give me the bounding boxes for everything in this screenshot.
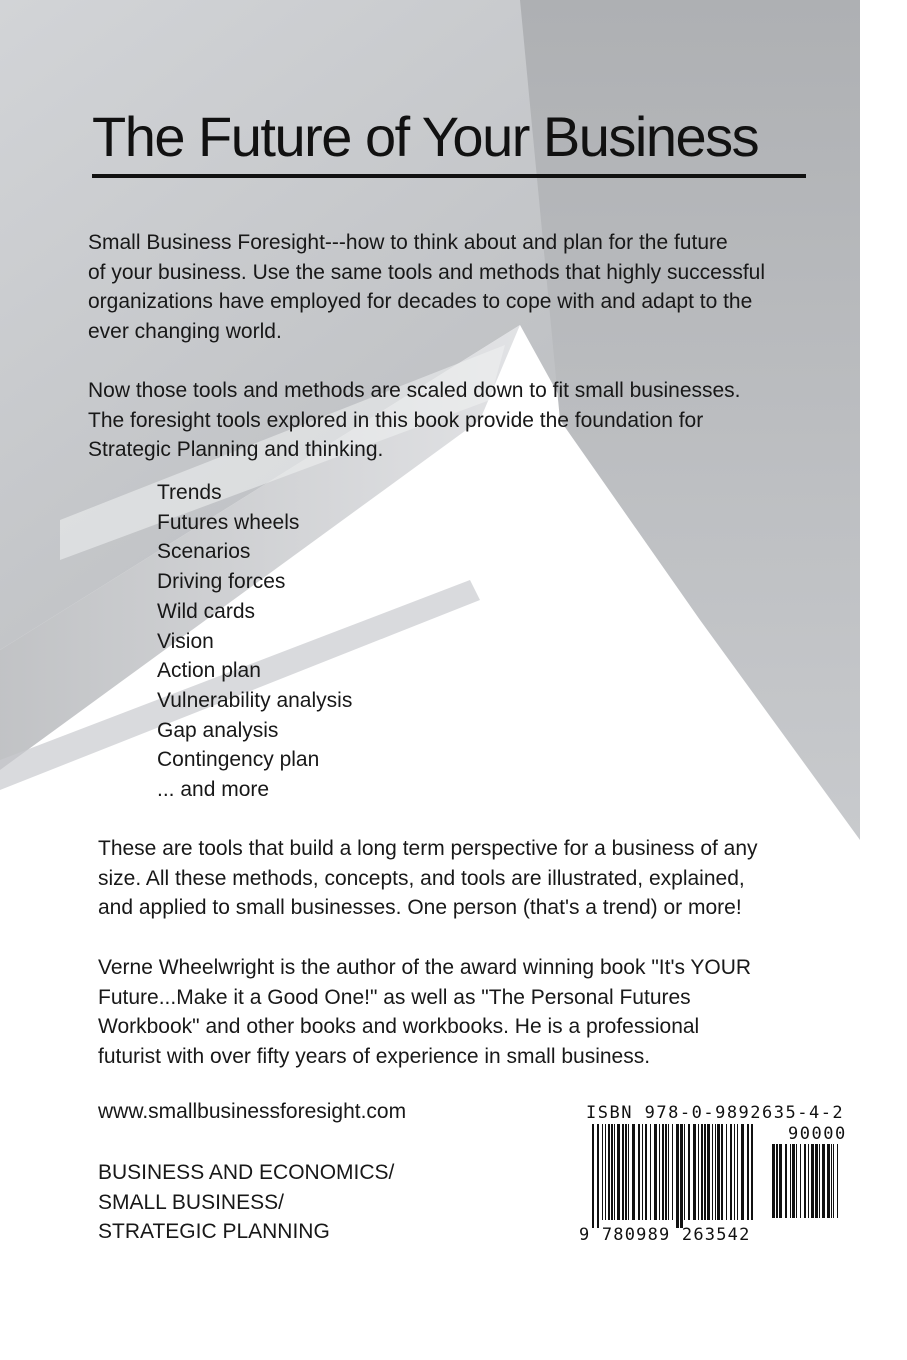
barcode-bar bbox=[804, 1144, 806, 1218]
barcode-bar bbox=[715, 1124, 716, 1220]
barcode-bar bbox=[734, 1124, 735, 1220]
list-item: Driving forces bbox=[157, 570, 286, 594]
text-line: Strategic Planning and thinking. bbox=[88, 438, 384, 462]
barcode-bar bbox=[608, 1124, 610, 1220]
addon-bars bbox=[772, 1144, 840, 1226]
barcode-bar bbox=[737, 1124, 738, 1220]
text-line: These are tools that build a long term perspective for a business of any bbox=[98, 837, 758, 860]
text-line: ever changing world. bbox=[88, 320, 282, 344]
barcode-bar bbox=[776, 1144, 778, 1218]
title-underline bbox=[92, 174, 806, 178]
barcode-bar bbox=[602, 1124, 603, 1220]
barcode-bar bbox=[815, 1144, 818, 1218]
website-url: www.smallbusinessforesight.com bbox=[98, 1100, 407, 1123]
barcode-bar bbox=[625, 1124, 627, 1220]
barcode-bar bbox=[790, 1144, 791, 1218]
barcode-bar bbox=[622, 1124, 624, 1220]
barcode-bar bbox=[668, 1124, 669, 1220]
list-item: Contingency plan bbox=[157, 748, 320, 772]
list-item: Scenarios bbox=[157, 540, 251, 564]
barcode-bar bbox=[785, 1144, 787, 1218]
barcode-bar bbox=[693, 1124, 696, 1220]
bisac-categories bbox=[98, 1158, 394, 1247]
tools-list bbox=[157, 478, 352, 805]
barcode-bar bbox=[730, 1124, 732, 1220]
ean-bars bbox=[592, 1124, 754, 1228]
text-line: of your business. Use the same tools and methods that highly successful bbox=[88, 260, 766, 284]
barcode-bar bbox=[642, 1124, 643, 1220]
text-line: size. All these methods, concepts, and tools are illustrated, explained, bbox=[98, 866, 745, 890]
barcode-bar bbox=[638, 1124, 640, 1220]
text-line: The foresight tools explored in this book provide the foundation for bbox=[88, 408, 704, 432]
category-line: BUSINESS AND ECONOMICS/ bbox=[98, 1161, 395, 1184]
barcode-bar bbox=[751, 1124, 753, 1220]
cover-title: The Future of Your Business bbox=[92, 105, 759, 168]
barcode-bar bbox=[741, 1124, 744, 1220]
text-line: organizations have employed for decades to cope with and adapt to the bbox=[88, 290, 753, 314]
text-line: Small Business Foresight---how to think about and plan for the future bbox=[88, 231, 728, 254]
barcode-bar bbox=[811, 1144, 814, 1218]
barcode-bar bbox=[712, 1124, 713, 1220]
barcode-bar bbox=[779, 1144, 782, 1218]
barcode-bar bbox=[747, 1124, 749, 1220]
category-line: SMALL BUSINESS/ bbox=[98, 1190, 284, 1214]
isbn-label: ISBN 978-0-9892635-4-2 bbox=[586, 1103, 845, 1123]
ean-number: 9 780989 263542 bbox=[579, 1225, 751, 1245]
text-line: and applied to small businesses. One person (that's a trend) or more! bbox=[98, 896, 742, 920]
barcode-bar bbox=[617, 1124, 620, 1220]
barcode-bar bbox=[676, 1124, 679, 1228]
barcode-bar bbox=[645, 1124, 647, 1220]
barcode-bar bbox=[827, 1144, 830, 1218]
text-line: Workbook" and other books and workbooks. He is a professional bbox=[98, 1015, 700, 1039]
list-item: Trends bbox=[157, 481, 222, 504]
barcode-bar bbox=[684, 1124, 685, 1220]
barcode-bar bbox=[632, 1124, 635, 1220]
list-item: Gap analysis bbox=[157, 718, 279, 742]
barcode-bar bbox=[717, 1124, 720, 1220]
barcode-bar bbox=[796, 1144, 797, 1218]
list-item: Wild cards bbox=[157, 599, 256, 623]
isbn-barcode bbox=[566, 1100, 846, 1250]
barcode-bar bbox=[831, 1144, 832, 1218]
text-line: futurist with over fifty years of experience in small business. bbox=[98, 1045, 651, 1069]
barcode-bar bbox=[772, 1144, 775, 1218]
price-code: 90000 bbox=[788, 1124, 847, 1144]
list-item: Vision bbox=[157, 629, 214, 653]
text-line: Verne Wheelwright is the author of the award winning book "It's YOUR bbox=[98, 956, 752, 979]
right-edge bbox=[860, 0, 907, 1360]
barcode-bar bbox=[654, 1124, 657, 1220]
barcode-bar bbox=[800, 1144, 801, 1218]
category-line: STRATEGIC PLANNING bbox=[98, 1220, 330, 1244]
barcode-bar bbox=[819, 1144, 820, 1218]
barcode-bar bbox=[688, 1124, 690, 1220]
barcode-bar bbox=[614, 1124, 615, 1220]
barcode-bar bbox=[611, 1124, 613, 1220]
barcode-bar bbox=[704, 1124, 706, 1220]
list-item: Action plan bbox=[157, 659, 261, 683]
barcode-bar bbox=[628, 1124, 629, 1220]
barcode-bar bbox=[808, 1144, 809, 1218]
scaled-paragraph bbox=[88, 376, 741, 465]
barcode-bar bbox=[659, 1124, 660, 1220]
barcode-bar bbox=[665, 1124, 667, 1220]
text-line: Future...Make it a Good One!" as well as "The Personal Futures bbox=[98, 985, 691, 1009]
list-item: Vulnerability analysis bbox=[157, 688, 353, 712]
barcode-bar bbox=[701, 1124, 703, 1220]
list-item: Futures wheels bbox=[157, 510, 300, 534]
barcode-bar bbox=[837, 1144, 838, 1218]
barcode-bar bbox=[698, 1124, 699, 1220]
barcode-bar bbox=[662, 1124, 664, 1220]
barcode-bar bbox=[672, 1124, 673, 1220]
author-bio-paragraph bbox=[98, 953, 751, 1072]
barcode-bar bbox=[726, 1124, 727, 1220]
list-item: ... and more bbox=[157, 778, 270, 802]
barcode-bar bbox=[597, 1124, 599, 1228]
barcode-bar bbox=[833, 1144, 834, 1218]
barcode-bar bbox=[707, 1124, 710, 1220]
barcode-bar bbox=[721, 1124, 723, 1220]
intro-paragraph bbox=[88, 228, 765, 347]
barcode-bar bbox=[592, 1124, 594, 1228]
barcode-bar bbox=[822, 1144, 825, 1218]
text-line: Now those tools and methods are scaled down to fit small businesses. bbox=[88, 379, 741, 402]
barcode-bar bbox=[680, 1124, 683, 1228]
barcode-bar bbox=[605, 1124, 606, 1220]
barcode-bar bbox=[792, 1144, 795, 1218]
barcode-bar bbox=[650, 1124, 651, 1220]
perspective-paragraph bbox=[98, 834, 758, 923]
